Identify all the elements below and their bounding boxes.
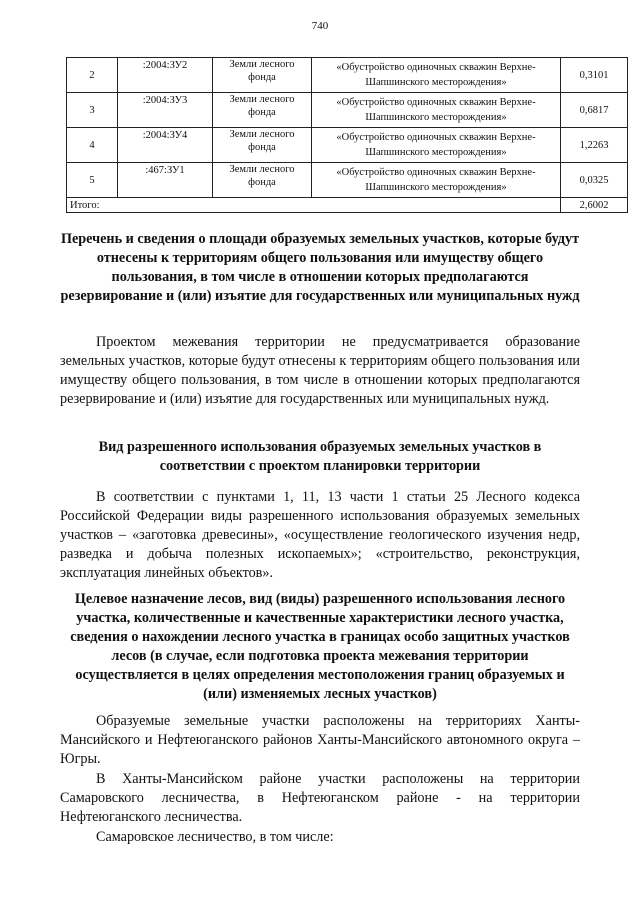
object-name: «Обустройство одиночных скважин Верхне-Шапшинского месторождения» [312,128,561,163]
land-category: Земли лесного фонда [213,163,312,198]
section3-text-2: В Ханты-Мансийском районе участки расположены на территории Самаровского лесничества, в Нефтеюганском районе - на территории Нефтеюганского лесничества. [60,771,580,825]
row-number: 5 [67,163,118,198]
area-value: 0,0325 [561,163,628,198]
land-category: Земли лесного фонда [213,93,312,128]
section1-heading: Перечень и сведения о площади образуемых земельных участков, которые будут отнесены к территориям общего пользования или имуществу общего пользования, в том числе в отношении которых предполагаются резервирование и (или) изъятие для государственных или муниципальных нужд [60,231,580,304]
row-number: 2 [67,58,118,93]
cadastral-number: :2004:ЗУ2 [118,58,213,93]
land-category: Земли лесного фонда [213,128,312,163]
land-category: Земли лесного фонда [213,58,312,93]
cadastral-number: :467:ЗУ1 [118,163,213,198]
table-total-row [67,198,628,213]
area-value: 0,6817 [561,93,628,128]
total-label: Итого: [67,198,561,213]
land-plots-table [66,57,628,213]
row-number: 4 [67,128,118,163]
table-row [67,163,628,198]
table-row [67,128,628,163]
object-name: «Обустройство одиночных скважин Верхне-Шапшинского месторождения» [312,93,561,128]
section3-heading: Целевое назначение лесов, вид (виды) разрешенного использования лесного участка, количественные и качественные характеристики лесного участка, сведения о нахождении лесного участка в границах особо защитных участков лесов (в случае, если подготовка проекта межевания территории осуществляется в целях определения местоположения границ образуемых и (или) изменяемых лесных участков) [70,591,570,702]
section3-text-1: Образуемые земельные участки расположены на территориях Ханты-Мансийского и Нефтеюганского районов Ханты-Мансийского автономного округа – Югры. [60,713,580,767]
area-value: 0,3101 [561,58,628,93]
table-row [67,58,628,93]
section1-text: Проектом межевания территории не предусматривается образование земельных участков, которые будут отнесены к территориям общего пользования или имуществу общего пользования, в том числе в отношении которых предполагаются резервирование и (или) изъятие для государственных или муниципальных нужд. [60,334,580,407]
row-number: 3 [67,93,118,128]
section3-text-3: Самаровское лесничество, в том числе: [96,829,334,845]
page-number: 740 [311,20,329,32]
area-value: 1,2263 [561,128,628,163]
cadastral-number: :2004:ЗУ3 [118,93,213,128]
section2-heading: Вид разрешенного использования образуемых земельных участков в соответствии с проектом планировки территории [98,439,542,474]
object-name: «Обустройство одиночных скважин Верхне-Шапшинского месторождения» [312,163,561,198]
total-value: 2,6002 [561,198,628,213]
object-name: «Обустройство одиночных скважин Верхне-Шапшинского месторождения» [312,58,561,93]
table-row [67,93,628,128]
cadastral-number: :2004:ЗУ4 [118,128,213,163]
section2-text: В соответствии с пунктами 1, 11, 13 части 1 статьи 25 Лесного кодекса Российской Федерации виды разрешенного использования образуемых земельных участков – «заготовка древесины», «осуществление геологического изучения недр, разведка и добыча полезных ископаемых»; «строительство, реконструкция, эксплуатация линейных объектов». [60,489,580,581]
